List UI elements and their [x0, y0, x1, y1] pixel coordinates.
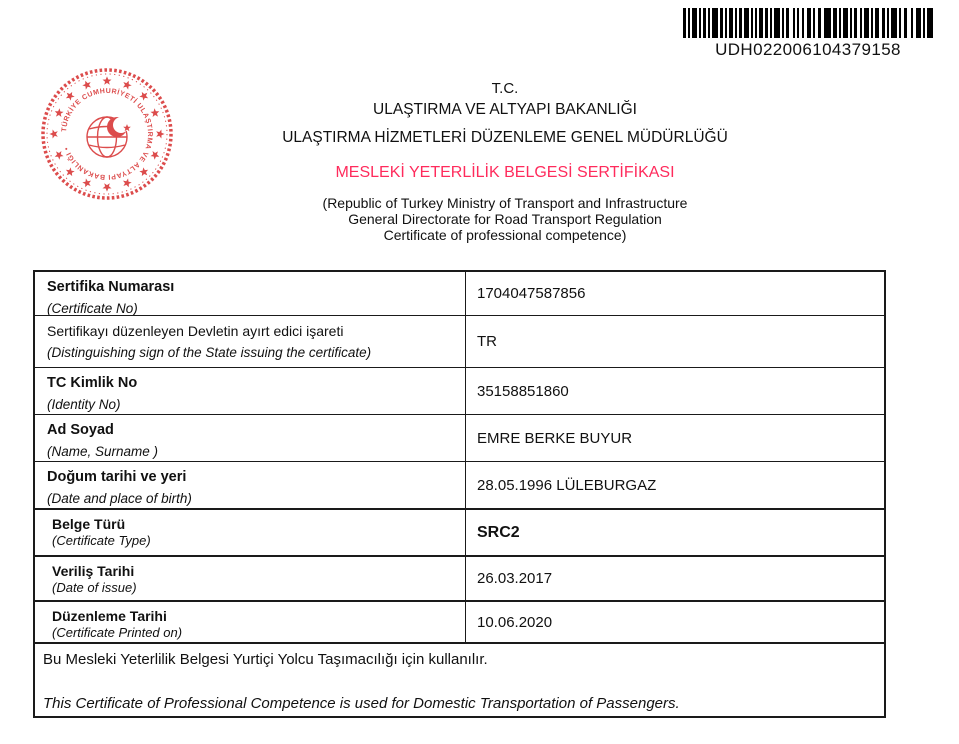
field-value: TR	[477, 333, 497, 350]
field-label-tr: Sertifika Numarası	[47, 279, 175, 295]
barcode-value: UDH022006104379158	[715, 40, 901, 59]
table-row-date-of-issue	[35, 555, 884, 600]
table-footer-note	[35, 642, 884, 716]
field-label-en: (Date of issue)	[52, 580, 137, 595]
table-row-certificate-type	[35, 508, 884, 555]
field-value: EMRE BERKE BUYUR	[477, 429, 633, 447]
field-value: 26.03.2017	[477, 570, 553, 587]
table-row-distinguishing-sign	[35, 315, 884, 367]
field-label-en: (Distinguishing sign of the State issuing the certificate)	[47, 345, 372, 360]
seal-ring-text: TÜRKİYE CUMHURİYETİ ULAŞTIRMA VE ALTYAPI BAKANLIĞI •	[61, 87, 154, 181]
field-value: 1704047587856	[477, 285, 586, 302]
field-label-en: (Name, Surname )	[47, 444, 159, 459]
table-row-printed-on	[35, 600, 884, 642]
footer-note-tr: Bu Mesleki Yeterlilik Belgesi Yurtiçi Yolcu Taşımacılığı için kullanılır.	[43, 651, 488, 668]
table-row-birth	[35, 461, 884, 508]
field-label-tr: Belge Türü	[52, 516, 126, 532]
header-en-2: General Directorate for Road Transport Regulation	[348, 211, 662, 227]
field-label-tr: Sertifikayı düzenleyen Devletin ayırt edici işareti	[47, 323, 344, 339]
barcode	[683, 8, 933, 60]
certificate-title: MESLEKİ YETERLİLİK BELGESİ SERTİFİKASI	[335, 164, 675, 181]
field-label-en: (Identity No)	[47, 397, 121, 412]
footer-note-en: This Certificate of Professional Competence is used for Domestic Transportation of Passengers.	[43, 695, 680, 712]
field-label-tr: TC Kimlik No	[47, 375, 138, 391]
field-label-en: (Date and place of birth)	[47, 491, 192, 506]
header-en-3: Certificate of professional competence)	[383, 227, 627, 243]
header-en-1: (Republic of Turkey Ministry of Transport and Infrastructure	[322, 195, 688, 211]
field-value: 10.06.2020	[477, 613, 553, 631]
header-tc: T.C.	[491, 80, 519, 97]
document-header	[90, 80, 920, 243]
table-row-name-surname	[35, 414, 884, 461]
field-value: SRC2	[477, 523, 520, 541]
field-label-tr: Düzenleme Tarihi	[52, 608, 167, 624]
field-value: 28.05.1996 LÜLEBURGAZ	[477, 476, 657, 494]
field-label-tr: Doğum tarihi ve yeri	[47, 469, 187, 485]
header-directorate: ULAŞTIRMA HİZMETLERİ DÜZENLEME GENEL MÜDÜRLÜĞÜ	[282, 129, 728, 146]
table-row-identity-no	[35, 367, 884, 414]
table-row-certificate-no	[35, 272, 884, 315]
field-label-en: (Certificate Printed on)	[52, 625, 183, 640]
field-label-en: (Certificate Type)	[52, 533, 151, 548]
barcode-icon	[683, 8, 933, 38]
field-label-tr: Ad Soyad	[47, 422, 114, 438]
field-label-en: (Certificate No)	[47, 301, 138, 316]
header-ministry: ULAŞTIRMA VE ALTYAPI BAKANLIĞI	[373, 101, 637, 118]
field-value: 35158851860	[477, 382, 569, 400]
field-label-tr: Veriliş Tarihi	[52, 563, 135, 579]
certificate-table	[33, 270, 886, 718]
